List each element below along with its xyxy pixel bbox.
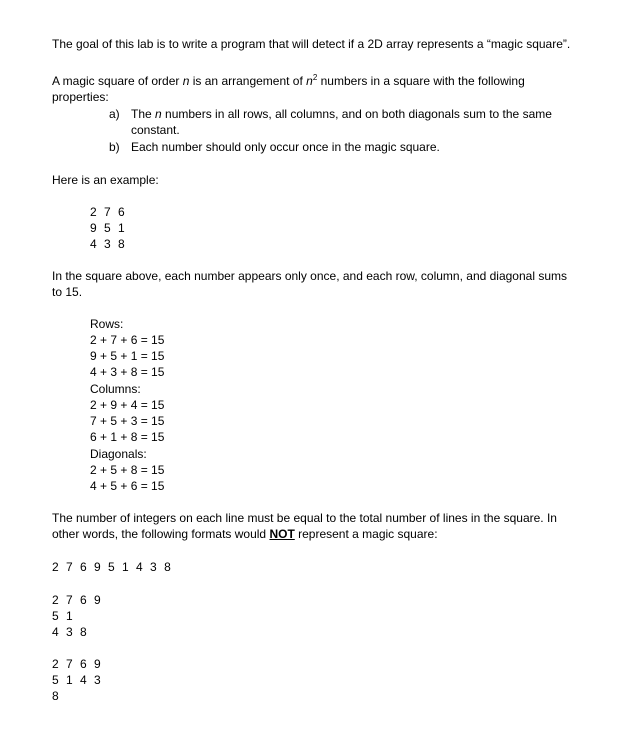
bad-example-2-line: 4 3 8 <box>52 625 89 639</box>
bad-example-3-line: 8 <box>52 689 61 703</box>
example-square-row: 4 3 8 <box>90 237 127 251</box>
explanation-paragraph: In the square above, each number appears only once, and each row, column, and diagonal sums to 15. <box>52 269 567 299</box>
property-b-text: Each number should only occur once in the magic square. <box>131 140 440 154</box>
example-square-row: 9 5 1 <box>90 221 127 235</box>
column-sum: 7 + 5 + 3 = 15 <box>90 414 165 428</box>
bad-example-3-line: 2 7 6 9 <box>52 657 103 671</box>
rule-paragraph <box>52 510 582 542</box>
row-sum: 2 + 7 + 6 = 15 <box>90 333 165 347</box>
bad-example-1-line: 2 7 6 9 5 1 4 3 8 <box>52 560 173 574</box>
rule-text-a: The number of integers on each line must be equal to the total number of lines in the square. In other words, the following formats would <box>52 511 557 541</box>
example-square-row: 2 7 6 <box>90 205 127 219</box>
property-a <box>109 106 579 138</box>
column-sum: 2 + 9 + 4 = 15 <box>90 398 165 412</box>
definition-text-c: numbers in a square with the following properties: <box>52 74 525 104</box>
property-a-pre: The <box>131 107 156 121</box>
diagonal-sum: 4 + 5 + 6 = 15 <box>90 479 165 493</box>
definition-n: n <box>182 74 190 88</box>
example-intro: Here is an example: <box>52 173 159 187</box>
bad-example-3-line: 5 1 4 3 <box>52 673 103 687</box>
property-b-marker: b) <box>109 140 120 154</box>
bad-example-2-line: 5 1 <box>52 609 75 623</box>
property-a-text <box>109 106 579 138</box>
definition-text-a: A magic square of order <box>52 74 183 88</box>
row-sum: 9 + 5 + 1 = 15 <box>90 349 165 363</box>
columns-label: Columns: <box>90 382 141 396</box>
definition-n-squared: n <box>306 74 313 88</box>
property-b <box>109 139 579 155</box>
definition-superscript: 2 <box>312 73 318 82</box>
property-a-post: numbers in all rows, all columns, and on both diagonals sum to the same constant. <box>131 107 552 137</box>
diagonal-sum: 2 + 5 + 8 = 15 <box>90 463 165 477</box>
column-sum: 6 + 1 + 8 = 15 <box>90 430 165 444</box>
rule-text-b: represent a magic square: <box>294 527 438 541</box>
property-a-marker: a) <box>109 107 120 121</box>
diagonals-label: Diagonals: <box>90 447 147 461</box>
bad-example-2-line: 2 7 6 9 <box>52 593 103 607</box>
rule-not: NOT <box>269 527 295 541</box>
row-sum: 4 + 3 + 8 = 15 <box>90 365 165 379</box>
rows-label: Rows: <box>90 317 124 331</box>
definition-text-b: is an arrangement of <box>189 74 307 88</box>
definition-paragraph <box>52 73 572 105</box>
goal-paragraph: The goal of this lab is to write a program that will detect if a 2D array represents a “magic square”. <box>52 37 571 51</box>
property-a-n: n <box>155 107 162 121</box>
